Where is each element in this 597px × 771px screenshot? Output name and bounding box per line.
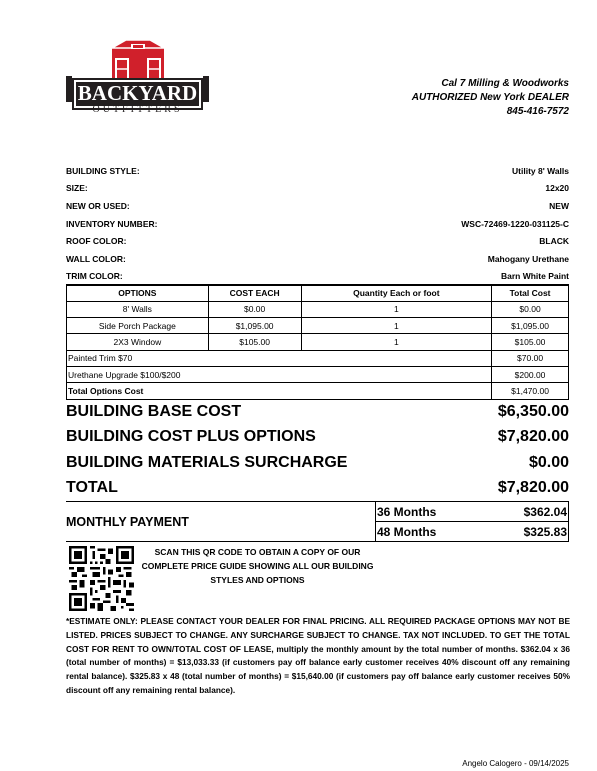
option-cost-each: $1,095.00 [208, 318, 301, 334]
cost-label: BUILDING MATERIALS SURCHARGE [66, 453, 348, 471]
plan-amount: $325.83 [523, 524, 567, 539]
cost-value: $7,820.00 [497, 479, 569, 497]
table-row [67, 334, 569, 350]
table-row [67, 301, 569, 317]
cost-value: $7,820.00 [497, 428, 569, 446]
spec-value: WSC-72469-1220-031125-C [461, 218, 569, 229]
cost-row [66, 425, 569, 451]
option-qty: 1 [301, 334, 492, 350]
spec-label: INVENTORY NUMBER: [66, 218, 158, 229]
total-options-row [67, 383, 569, 399]
dealer-phone: 845-416-7572 [506, 106, 569, 117]
building-specs [66, 162, 569, 285]
monthly-payment-label: MONTHLY PAYMENT [66, 502, 376, 541]
qr-code-icon[interactable] [69, 546, 134, 611]
cost-label: TOTAL [66, 479, 118, 497]
cost-label: BUILDING BASE COST [66, 402, 242, 420]
dealer-info [412, 77, 569, 119]
spec-row [66, 215, 569, 233]
cost-label: BUILDING COST PLUS OPTIONS [66, 428, 316, 446]
option-name: 8' Walls [67, 301, 209, 317]
qr-instructions: SCAN THIS QR CODE TO OBTAIN A COPY OF OUR COMPLETE PRICE GUIDE SHOWING ALL OUR BUILDING STYLES AND OPTIONS [141, 547, 374, 585]
cost-row [66, 399, 569, 425]
spec-value: 12x20 [545, 183, 569, 194]
monthly-plan-row [376, 502, 568, 521]
spec-value: BLACK [539, 236, 569, 247]
cost-row [66, 450, 569, 476]
option-total: $0.00 [492, 301, 569, 317]
option-qty: 1 [301, 301, 492, 317]
spec-row [66, 197, 569, 215]
header-total-cost: Total Cost [492, 285, 569, 301]
signature-line: Angelo Calogero - 09/14/2025 [462, 759, 569, 768]
option-cost-each: $0.00 [208, 301, 301, 317]
backyard-outfitters-logo [66, 38, 209, 112]
header-quantity: Quantity Each or foot [301, 285, 492, 301]
monthly-payment-box [66, 501, 569, 542]
spec-label: NEW OR USED: [66, 200, 130, 211]
cost-value: $6,350.00 [497, 402, 569, 420]
spec-label: WALL COLOR: [66, 253, 126, 264]
dealer-authorization: AUTHORIZED New York DEALER [411, 92, 569, 103]
option-total: $105.00 [492, 334, 569, 350]
spec-row [66, 162, 569, 180]
option-cost-each: $105.00 [208, 334, 301, 350]
spec-value: Mahogany Urethane [487, 253, 569, 264]
logo-bottom-word: OUTFITTERS [92, 104, 183, 112]
spec-label: SIZE: [66, 183, 88, 194]
spec-row [66, 250, 569, 268]
spec-label: ROOF COLOR: [66, 236, 127, 247]
extra-option-total: $70.00 [492, 350, 569, 366]
options-table [66, 284, 569, 400]
spec-label: TRIM COLOR: [66, 271, 123, 282]
spec-row [66, 268, 569, 286]
table-row [67, 318, 569, 334]
spec-label: BUILDING STYLE: [66, 165, 140, 176]
extra-option-total: $200.00 [492, 366, 569, 382]
header-cost-each: COST EACH [208, 285, 301, 301]
monthly-plan-row [376, 521, 568, 541]
header-options: OPTIONS [67, 285, 209, 301]
option-name: Side Porch Package [67, 318, 209, 334]
table-row [67, 366, 569, 382]
extra-option-label: Painted Trim $70 [67, 350, 492, 366]
logo-top-word: BACKYARD [77, 81, 198, 105]
cost-summary [66, 399, 569, 501]
option-qty: 1 [301, 318, 492, 334]
spec-value: Utility 8' Walls [512, 165, 569, 176]
cost-row [66, 476, 569, 502]
total-options-label: Total Options Cost [67, 383, 492, 399]
plan-term: 48 Months [377, 524, 437, 539]
spec-row [66, 180, 569, 198]
extra-option-label: Urethane Upgrade $100/$200 [67, 366, 492, 382]
option-total: $1,095.00 [492, 318, 569, 334]
spec-value: Barn White Paint [500, 271, 569, 282]
total-options-value: $1,470.00 [492, 383, 569, 399]
plan-term: 36 Months [377, 504, 437, 519]
spec-row [66, 232, 569, 250]
table-row [67, 350, 569, 366]
disclaimer: *ESTIMATE ONLY: PLEASE CONTACT YOUR DEALER FOR FINAL PRICING. ALL REQUIRED PACKAGE OPTIONS MAY NOT BE LISTED. PRICES SUBJECT TO CHANGE. ANY SURCHARGE SUBJECT TO CHANGE. TAX NOT INCLUDED. TO GET THE TOTAL COST FOR RENT TO OWN/TOTAL COST OF LEASE, multiply the monthly amount by the total number of months. $362.04 x 36 (total number of months) = $13,033.33 (if customers pay off balance early customer receives 40% discount off any remaining rental balance). $325.83 x 48 (total number of months) = $15,640.00 (if customers pay off balance early customer receives 50% discount off any remaining rental balance). [66, 616, 570, 695]
option-name: 2X3 Window [67, 334, 209, 350]
monthly-plans [376, 502, 568, 541]
dealer-name: Cal 7 Milling & Woodworks [441, 78, 569, 89]
cost-value: $0.00 [528, 453, 569, 471]
spec-value: NEW [549, 200, 569, 211]
plan-amount: $362.04 [523, 504, 567, 519]
